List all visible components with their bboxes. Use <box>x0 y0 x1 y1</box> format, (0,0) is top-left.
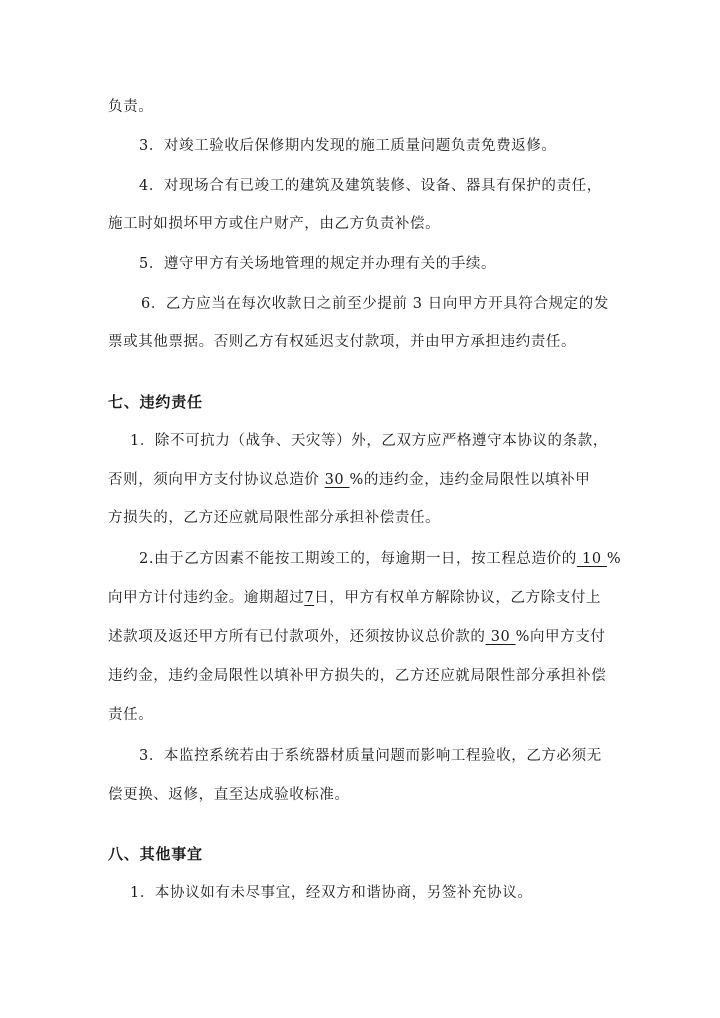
clause-4-line-1: 4．对现场合有已竣工的建筑及建筑装修、设备、器具有保护的责任， <box>139 178 602 194</box>
section-7-clause-2-line-2 <box>108 588 601 608</box>
clause-6-line-2: 票或其他票据。否则乙方有权延迟支付款项，并由甲方承担违约责任。 <box>108 334 577 350</box>
section-8-heading: 八、其他事宜 <box>108 845 203 863</box>
section-7-clause-2-line-5: 责任。 <box>108 707 154 723</box>
text-run: 2.由于乙方因素不能按工期竣工的，每逾期一日，按工程总造价的 <box>139 551 577 567</box>
clause-6-line-1: 6．乙方应当在每次收款日之前至少提前 3 日向甲方开具符合规定的发 <box>141 296 609 312</box>
penalty-percentage-value: 30 <box>324 472 350 488</box>
section-7-clause-1-line-3: 方损失的，乙方还应就局限性部分承担补偿责任。 <box>108 510 441 526</box>
section-8-clause-1: 1．本协议如有未尽事宜，经双方和谐协商，另签补充协议。 <box>130 885 533 901</box>
section-7-clause-3-line-1: 3．本监控系统若由于系统器材质量问题而影响工程验收，乙方必须无 <box>139 748 602 764</box>
section-7-clause-2-line-3 <box>108 627 605 647</box>
text-run: %的违约金，违约金局限性以填补甲 <box>349 472 591 488</box>
section-7-clause-2-line-1 <box>139 549 621 569</box>
paragraph-tail: 负责。 <box>108 99 154 115</box>
text-run: 向甲方计付违约金。逾期超过 <box>108 590 305 606</box>
section-7-heading: 七、违约责任 <box>108 393 203 411</box>
daily-penalty-rate-value: 10 <box>576 551 607 567</box>
clause-4-line-2: 施工时如损坏甲方或住户财产，由乙方负责补偿。 <box>108 216 441 232</box>
text-run: 否则，须向甲方支付协议总造价 <box>108 472 325 488</box>
clause-5: 5．遵守甲方有关场地管理的规定并办理有关的手续。 <box>139 256 497 272</box>
text-run: %向甲方支付 <box>515 629 606 645</box>
section-7-clause-1-line-2 <box>108 470 590 490</box>
overdue-days-value: 7 <box>304 590 315 606</box>
text-run: 日，甲方有权单方解除协议，乙方除支付上 <box>314 590 602 606</box>
text-run: 述款项及返还甲方所有已付款项外，还须按协议总价款的 <box>108 629 486 645</box>
termination-penalty-value: 30 <box>485 629 516 645</box>
text-run: % <box>606 551 622 567</box>
section-7-clause-2-line-4: 违约金，违约金局限性以填补甲方损失的，乙方还应就局限性部分承担补偿 <box>108 668 607 684</box>
section-7-clause-3-line-2: 偿更换、返修，直至达成验收标准。 <box>108 787 350 803</box>
section-7-clause-1-line-1: 1．除不可抗力（战争、天灾等）外，乙双方应严格遵守本协议的条款， <box>130 433 608 449</box>
clause-3: 3．对竣工验收后保修期内发现的施工质量问题负责免费返修。 <box>139 138 557 154</box>
